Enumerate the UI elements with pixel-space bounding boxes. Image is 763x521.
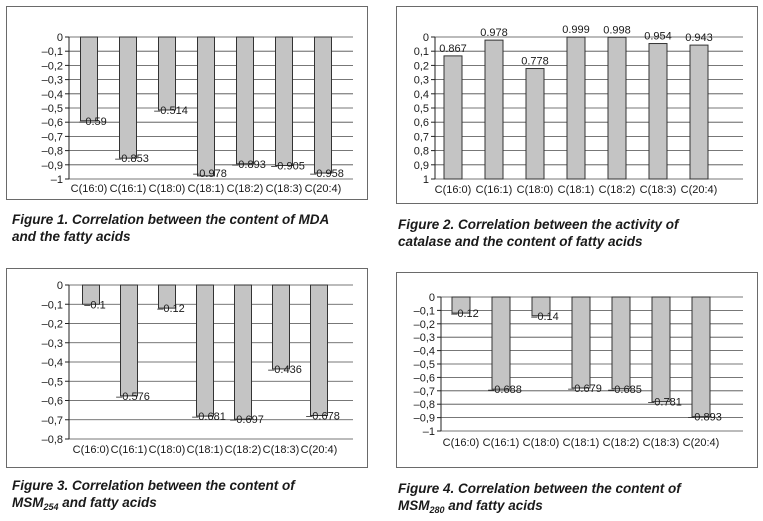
figure-1-chart — [7, 7, 367, 199]
fig2-category-label-5: C(18:2) — [598, 184, 636, 196]
figure-2-chart — [397, 7, 757, 203]
fig2-ytick-label: 0 — [422, 32, 429, 44]
fig2-bar-3 — [526, 69, 544, 179]
fig3-value-label-2: –0.576 — [116, 390, 150, 403]
fig1-value-label-4: –0.978 — [193, 168, 227, 180]
fig4-category-label-2: C(16:1) — [482, 437, 520, 449]
figure-1-caption-line1: Figure 1. Correlation between the content of MDA — [12, 212, 330, 227]
fig3-value-label-7: –0.678 — [306, 410, 340, 423]
fig4-category-label-7: C(20:4) — [682, 437, 720, 449]
fig3-ytick-label: 0 — [56, 280, 63, 292]
fig2-ytick-label: 0,7 — [413, 131, 429, 144]
fig4-value-label-2: –0.688 — [488, 384, 522, 397]
figure-4-chart-panel — [396, 272, 758, 468]
fig2-bar-5 — [608, 37, 626, 179]
fig1-ytick-label: –0,7 — [41, 131, 63, 144]
figure-3-caption-line1: Figure 3. Correlation between the content of — [12, 478, 295, 493]
fig3-value-label-3: –0.12 — [157, 303, 185, 316]
fig3-ytick-label: –0,6 — [41, 395, 63, 408]
fig3-category-label-5: C(18:2) — [224, 444, 262, 456]
figure-4-caption-tail: and fatty acids — [444, 498, 543, 513]
fig2-bar-1 — [444, 56, 462, 179]
fig1-bar-7 — [315, 37, 332, 173]
fig2-category-label-7: C(20:4) — [680, 184, 718, 196]
fig4-category-label-5: C(18:2) — [602, 437, 640, 449]
figure-2-chart-panel — [396, 6, 758, 204]
fig4-ytick-label: –0,4 — [413, 345, 435, 358]
fig3-bar-4 — [197, 285, 214, 416]
fig1-value-label-7: –0.958 — [310, 168, 344, 180]
fig3-bar-7 — [311, 285, 328, 416]
fig1-ytick-label: –0,5 — [41, 103, 63, 115]
figure-3-caption-msm: MSM — [12, 495, 44, 510]
fig3-ytick-label: –0,5 — [41, 376, 63, 389]
fig1-bar-6 — [276, 37, 293, 166]
fig4-ytick-label: –0,5 — [413, 359, 435, 371]
fig4-ytick-label: –0,2 — [413, 318, 435, 331]
fig1-category-label-7: C(20:4) — [304, 183, 342, 195]
fig1-bar-1 — [81, 37, 98, 121]
fig1-ytick-label: –0,8 — [41, 145, 63, 158]
figure-4-caption — [398, 480, 758, 514]
fig1-ytick-label: –0,3 — [41, 74, 63, 87]
figure-4-caption-msm: MSM — [398, 498, 430, 513]
fig3-value-label-5: –0.697 — [230, 414, 264, 427]
fig4-category-label-3: C(18:0) — [522, 437, 560, 449]
fig2-value-label-3: 0.778 — [521, 55, 549, 68]
fig3-ytick-label: –0,8 — [41, 434, 63, 446]
fig4-category-label-6: C(18:3) — [642, 437, 680, 449]
fig4-value-label-4: –0.679 — [568, 382, 602, 395]
figure-4-caption-line2 — [398, 498, 543, 513]
fig3-ytick-label: –0,1 — [41, 299, 63, 312]
fig2-value-label-1: 0.867 — [439, 42, 467, 55]
fig2-ytick-label: 0,1 — [413, 46, 429, 59]
fig3-ytick-label: –0,7 — [41, 414, 63, 427]
figure-2-caption — [398, 216, 758, 250]
fig3-ytick-label: –0,4 — [41, 357, 63, 369]
fig2-category-label-1: C(16:0) — [434, 184, 472, 196]
figure-3-caption-subscript: 254 — [43, 502, 59, 512]
fig2-category-label-6: C(18:3) — [639, 184, 677, 196]
fig2-ytick-label: 0,6 — [413, 117, 429, 130]
figure-3-chart — [7, 269, 367, 467]
fig1-category-label-4: C(18:1) — [187, 183, 225, 195]
fig1-ytick-label: –0,1 — [41, 46, 63, 59]
fig3-bar-2 — [121, 285, 138, 396]
fig4-value-label-3: –0.14 — [531, 310, 559, 323]
fig2-bar-4 — [567, 37, 585, 179]
fig2-bar-2 — [485, 40, 503, 179]
fig1-value-label-3: –0.514 — [154, 104, 188, 117]
fig1-category-label-3: C(18:0) — [148, 183, 186, 195]
fig2-ytick-label: 0,9 — [413, 159, 429, 172]
fig2-value-label-6: 0.954 — [644, 30, 672, 43]
fig4-category-label-1: C(16:0) — [442, 437, 480, 449]
fig3-category-label-6: C(18:3) — [262, 444, 300, 456]
fig1-value-label-2: –0.853 — [115, 153, 149, 166]
fig3-bar-6 — [273, 285, 290, 369]
fig3-ytick-label: –0,3 — [41, 337, 63, 350]
fig1-value-label-1: –0.59 — [79, 115, 107, 128]
fig2-bar-7 — [690, 45, 708, 179]
figure-4-caption-line1: Figure 4. Correlation between the content of — [398, 481, 681, 496]
fig4-ytick-label: –1 — [422, 426, 435, 438]
fig2-category-label-3: C(18:0) — [516, 184, 554, 196]
fig1-bar-3 — [159, 37, 176, 110]
fig1-category-label-6: C(18:3) — [265, 183, 303, 195]
fig1-value-label-6: –0.905 — [271, 160, 305, 173]
fig1-ytick-label: –0,2 — [41, 60, 63, 73]
figure-1-caption-line2: and the fatty acids — [12, 229, 131, 244]
fig1-category-label-1: C(16:0) — [70, 183, 108, 195]
fig3-bar-5 — [235, 285, 252, 419]
figure-3-caption-tail: and fatty acids — [58, 495, 157, 510]
fig2-ytick-label: 0,8 — [413, 145, 429, 158]
fig4-value-label-6: –0.781 — [648, 396, 682, 409]
fig3-category-label-3: C(18:0) — [148, 444, 186, 456]
figure-2-caption-line2: catalase and the content of fatty acids — [398, 234, 643, 249]
figure-4-caption-subscript: 280 — [429, 505, 445, 515]
figure-1-caption — [12, 211, 372, 245]
figure-3-caption — [12, 477, 372, 511]
fig4-ytick-label: 0 — [428, 292, 435, 304]
fig3-value-label-4: –0.681 — [192, 411, 226, 424]
fig4-ytick-label: –0,3 — [413, 332, 435, 345]
fig2-value-label-7: 0.943 — [685, 32, 713, 45]
fig3-category-label-4: C(18:1) — [186, 444, 224, 456]
fig4-value-label-5: –0.685 — [608, 383, 642, 396]
fig3-value-label-1: –0.1 — [84, 299, 106, 312]
figure-2-caption-line1: Figure 2. Correlation between the activity of — [398, 217, 679, 232]
fig3-category-label-7: C(20:4) — [300, 444, 338, 456]
figure-1-chart-panel — [6, 6, 368, 200]
fig3-value-label-6: –0.436 — [268, 363, 302, 376]
fig4-ytick-label: –0,7 — [413, 385, 435, 398]
fig2-ytick-label: 0,3 — [413, 74, 429, 87]
fig1-ytick-label: –0,6 — [41, 117, 63, 130]
fig2-category-label-4: C(18:1) — [557, 184, 595, 196]
fig1-ytick-label: –0,9 — [41, 159, 63, 172]
fig2-ytick-label: 0,4 — [413, 88, 429, 101]
fig1-ytick-label: –1 — [50, 174, 63, 186]
fig2-ytick-label: 0,5 — [413, 103, 429, 115]
fig1-ytick-label: 0 — [56, 32, 63, 44]
fig1-bar-4 — [198, 37, 215, 176]
fig4-bar-4 — [572, 297, 590, 388]
fig2-category-label-2: C(16:1) — [475, 184, 513, 196]
fig4-bar-5 — [612, 297, 630, 389]
fig2-ytick-label: 1 — [422, 174, 429, 186]
fig1-bar-2 — [120, 37, 137, 158]
fig2-bar-6 — [649, 44, 667, 179]
fig4-ytick-label: –0,1 — [413, 305, 435, 318]
figure-3-caption-line2 — [12, 495, 157, 510]
fig1-category-label-2: C(16:1) — [109, 183, 147, 195]
fig1-bar-5 — [237, 37, 254, 164]
fig4-value-label-7: –0.893 — [688, 411, 722, 424]
fig3-category-label-1: C(16:0) — [72, 444, 110, 456]
figure-3-chart-panel — [6, 268, 368, 468]
fig1-ytick-label: –0,4 — [41, 88, 63, 101]
fig3-category-label-2: C(16:1) — [110, 444, 148, 456]
fig2-value-label-4: 0.999 — [562, 24, 590, 37]
figure-4-chart — [397, 273, 757, 467]
fig4-ytick-label: –0,6 — [413, 372, 435, 385]
fig1-value-label-5: –0.893 — [232, 158, 266, 171]
fig4-bar-6 — [652, 297, 670, 402]
fig4-bar-2 — [492, 297, 510, 389]
fig2-value-label-5: 0.998 — [603, 24, 631, 37]
fig4-ytick-label: –0,9 — [413, 412, 435, 425]
fig4-category-label-4: C(18:1) — [562, 437, 600, 449]
fig4-value-label-1: –0.12 — [451, 308, 479, 321]
fig2-value-label-2: 0.978 — [480, 27, 508, 40]
fig4-bar-7 — [692, 297, 710, 417]
fig4-ytick-label: –0,8 — [413, 399, 435, 412]
fig3-ytick-label: –0,2 — [41, 318, 63, 331]
fig1-category-label-5: C(18:2) — [226, 183, 264, 195]
fig2-ytick-label: 0,2 — [413, 60, 429, 73]
